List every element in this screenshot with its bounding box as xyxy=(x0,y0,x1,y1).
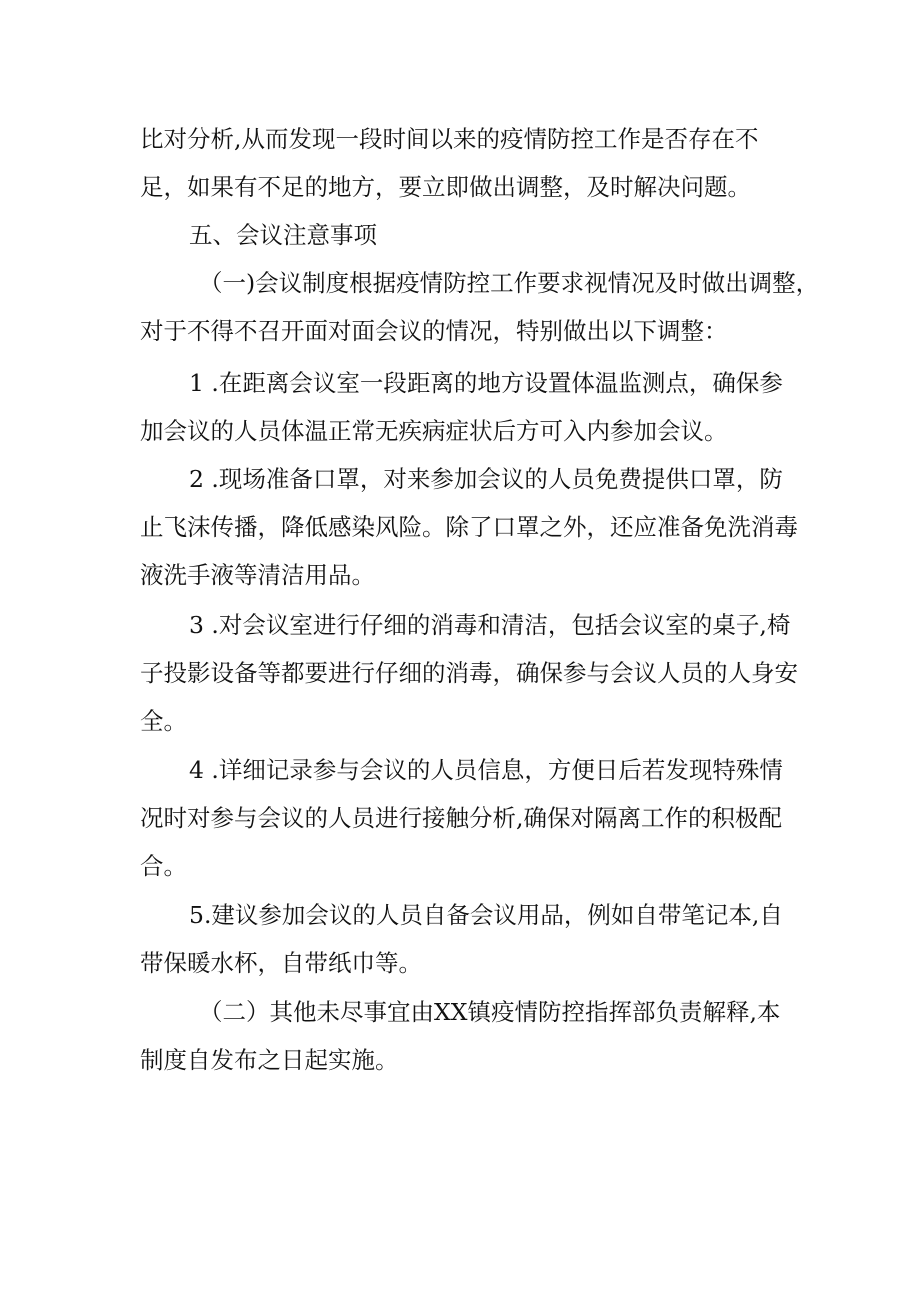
text-line: 加会议的人员体温正常无疾病症状后方可入内参加会议。 xyxy=(140,417,728,445)
text-line: 合。 xyxy=(140,852,187,880)
text-line: 子投影设备等都要进行仔细的消毒，确保参与会议人员的人身安 xyxy=(140,659,798,687)
text-line: 况时对参与会议的人员进行接触分析,确保对隔离工作的积极配 xyxy=(140,804,782,832)
text-line: 4 .详细记录参与会议的人员信息，方便日后若发现特殊情 xyxy=(189,756,783,784)
text-line: 足，如果有不足的地方，要立即做出调整，及时解决问题。 xyxy=(140,173,751,201)
text-line: 1 .在距离会议室一段距离的地方设置体温监测点，确保参 xyxy=(189,369,783,397)
text-line: 带保暖水杯，自带纸巾等。 xyxy=(140,949,422,977)
text-line: 对于不得不召开面对面会议的情况，特别做出以下调整： xyxy=(140,317,728,345)
text-line: 液洗手液等清洁用品。 xyxy=(140,561,375,589)
text-line: 全。 xyxy=(140,707,187,735)
text-line: 3 .对会议室进行仔细的消毒和清洁，包括会议室的桌子,椅 xyxy=(189,611,791,639)
text-line: 比对分析,从而发现一段时间以来的疫情防控工作是否存在不 xyxy=(140,125,759,153)
text-line: 2 .现场准备口罩，对来参加会议的人员免费提供口罩，防 xyxy=(189,465,783,493)
text-line: （一)会议制度根据疫情防控工作要求视情况及时做出调整， xyxy=(199,269,820,297)
section-heading: 五、会议注意事项 xyxy=(189,221,377,249)
text-line: 5.建议参加会议的人员自备会议用品，例如自带笔记本,自 xyxy=(189,901,783,929)
text-line: 止飞沫传播，降低感染风险。除了口罩之外，还应准备免洗消毒 xyxy=(140,513,798,541)
text-line: 制度自发布之日起实施。 xyxy=(140,1046,399,1074)
text-line: （二）其他未尽事宜由XX镇疫情防控指挥部负责解释,本 xyxy=(199,998,781,1026)
